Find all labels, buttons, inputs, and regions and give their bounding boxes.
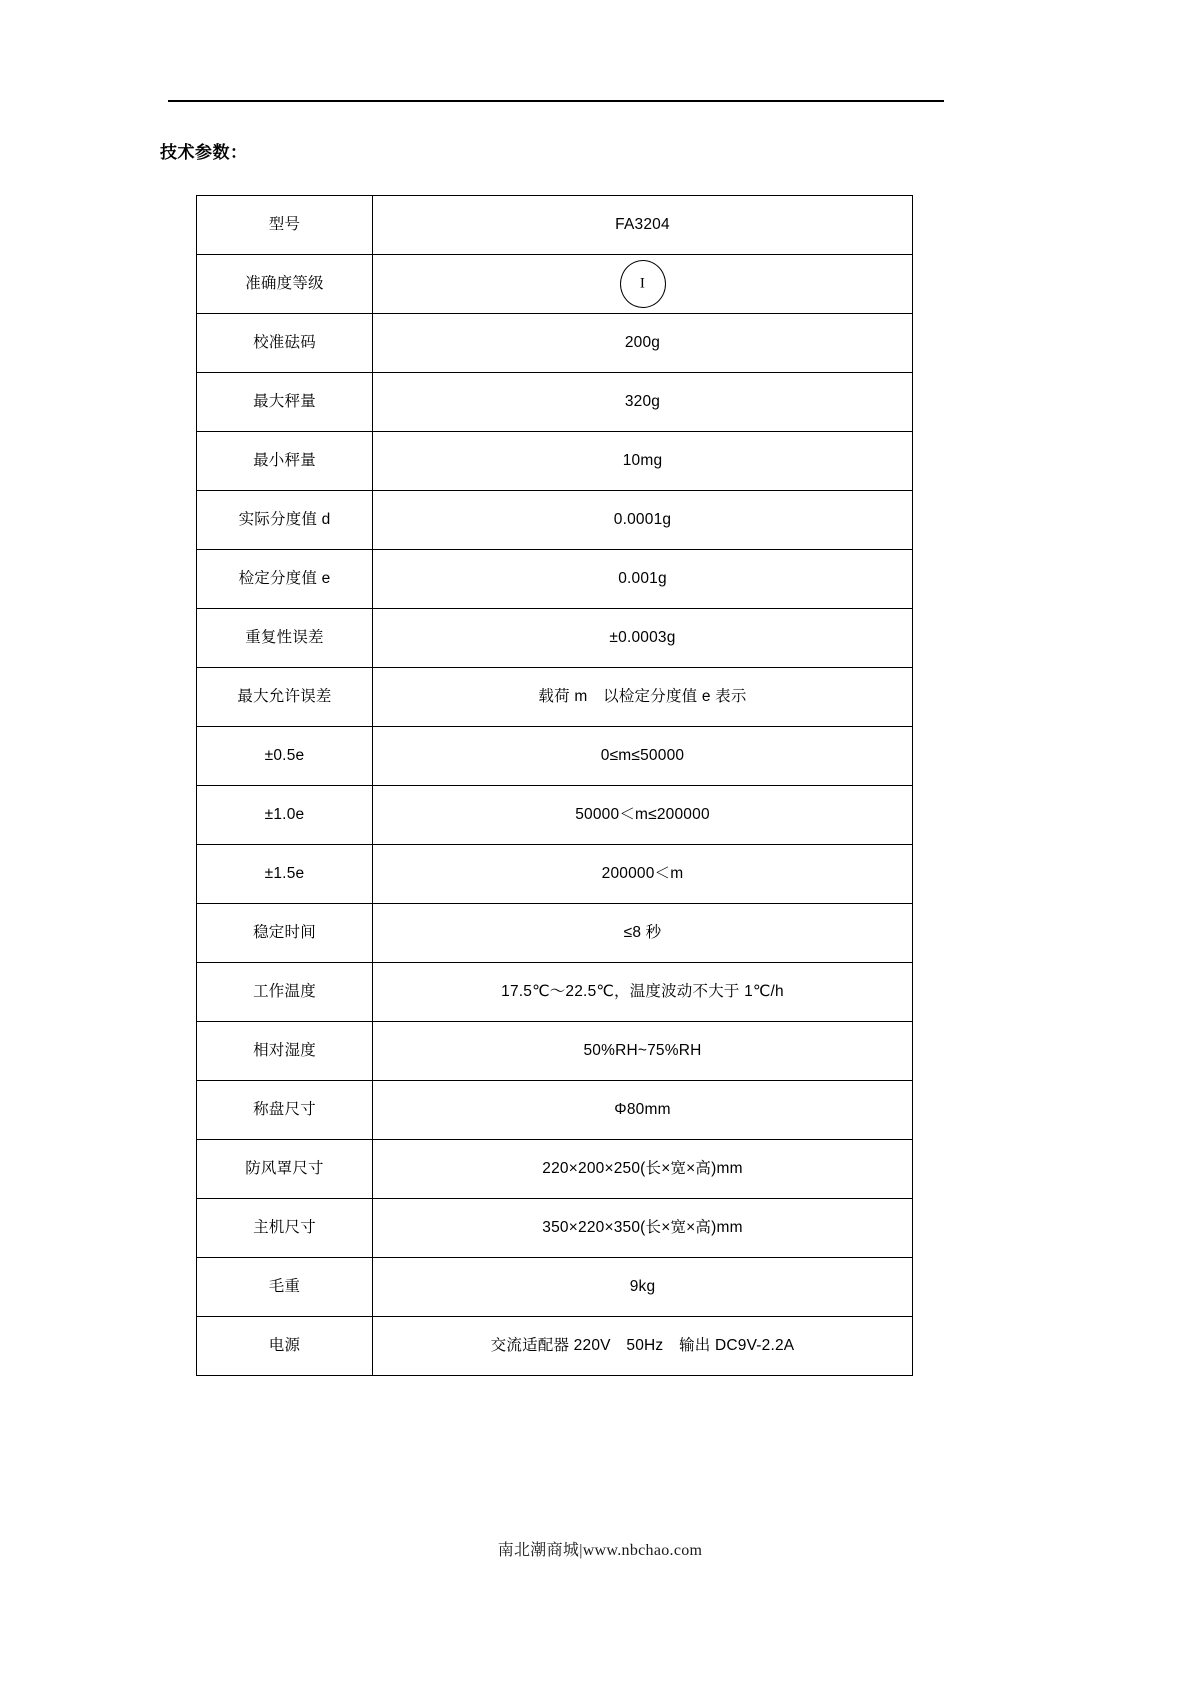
table-row xyxy=(197,196,913,255)
spec-value-cell: ≤8 秒 xyxy=(373,904,913,963)
spec-label-cell: 称盘尺寸 xyxy=(197,1081,373,1140)
table-row xyxy=(197,1022,913,1081)
spec-label-cell: ±1.0e xyxy=(197,786,373,845)
spec-label-cell: 检定分度值 e xyxy=(197,550,373,609)
spec-value-cell: Φ80mm xyxy=(373,1081,913,1140)
spec-value-cell xyxy=(373,255,913,314)
spec-label-cell: 实际分度值 d xyxy=(197,491,373,550)
spec-label-cell: 稳定时间 xyxy=(197,904,373,963)
table-row xyxy=(197,1258,913,1317)
table-row xyxy=(197,904,913,963)
spec-label-cell: ±0.5e xyxy=(197,727,373,786)
table-row xyxy=(197,255,913,314)
accuracy-class-glyph: I xyxy=(639,275,646,292)
table-row xyxy=(197,727,913,786)
spec-value-cell: FA3204 xyxy=(373,196,913,255)
spec-label-cell: ±1.5e xyxy=(197,845,373,904)
table-row xyxy=(197,609,913,668)
table-row xyxy=(197,491,913,550)
table-row xyxy=(197,1081,913,1140)
spec-value-cell: 载荷 m 以检定分度值 e 表示 xyxy=(373,668,913,727)
spec-value-cell: 0≤m≤50000 xyxy=(373,727,913,786)
table-row xyxy=(197,432,913,491)
spec-label-cell: 型号 xyxy=(197,196,373,255)
spec-value-cell: 0.001g xyxy=(373,550,913,609)
table-row xyxy=(197,550,913,609)
spec-label-cell: 相对湿度 xyxy=(197,1022,373,1081)
table-row xyxy=(197,963,913,1022)
spec-value-cell: 200g xyxy=(373,314,913,373)
spec-label-cell: 电源 xyxy=(197,1317,373,1376)
table-row xyxy=(197,786,913,845)
spec-label-cell: 重复性误差 xyxy=(197,609,373,668)
spec-value-cell: 220×200×250(长×宽×高)mm xyxy=(373,1140,913,1199)
footer-watermark: 南北潮商城|www.nbchao.com xyxy=(497,1542,703,1559)
spec-label-cell: 校准砝码 xyxy=(197,314,373,373)
spec-label-cell: 最小秤量 xyxy=(197,432,373,491)
table-row xyxy=(197,1317,913,1376)
spec-label-cell: 最大秤量 xyxy=(197,373,373,432)
accuracy-class-circle-icon xyxy=(620,260,666,308)
spec-label-cell: 最大允许误差 xyxy=(197,668,373,727)
spec-value-cell: 50000＜m≤200000 xyxy=(373,786,913,845)
spec-value-cell: 50%RH~75%RH xyxy=(373,1022,913,1081)
spec-table-body xyxy=(197,196,913,1376)
spec-value-cell: 10mg xyxy=(373,432,913,491)
table-row xyxy=(197,314,913,373)
spec-label-cell: 防风罩尺寸 xyxy=(197,1140,373,1199)
spec-value-cell: 0.0001g xyxy=(373,491,913,550)
technical-specifications-table xyxy=(196,195,912,1376)
table-row xyxy=(197,1199,913,1258)
spec-label-cell: 准确度等级 xyxy=(197,255,373,314)
spec-value-cell: 200000＜m xyxy=(373,845,913,904)
spec-label-cell: 主机尺寸 xyxy=(197,1199,373,1258)
table-row xyxy=(197,845,913,904)
spec-value-cell: 交流适配器 220V 50Hz 输出 DC9V-2.2A xyxy=(373,1317,913,1376)
spec-label-cell: 毛重 xyxy=(197,1258,373,1317)
header-rule-divider xyxy=(168,100,944,102)
spec-value-cell: 17.5℃～22.5℃，温度波动不大于 1℃/h xyxy=(373,963,913,1022)
page-title: 技术参数： xyxy=(160,143,248,162)
spec-value-cell: ±0.0003g xyxy=(373,609,913,668)
spec-label-cell: 工作温度 xyxy=(197,963,373,1022)
spec-table xyxy=(196,195,913,1376)
spec-value-cell: 320g xyxy=(373,373,913,432)
table-row xyxy=(197,668,913,727)
spec-value-cell: 350×220×350(长×宽×高)mm xyxy=(373,1199,913,1258)
table-row xyxy=(197,373,913,432)
spec-value-cell: 9kg xyxy=(373,1258,913,1317)
table-row xyxy=(197,1140,913,1199)
